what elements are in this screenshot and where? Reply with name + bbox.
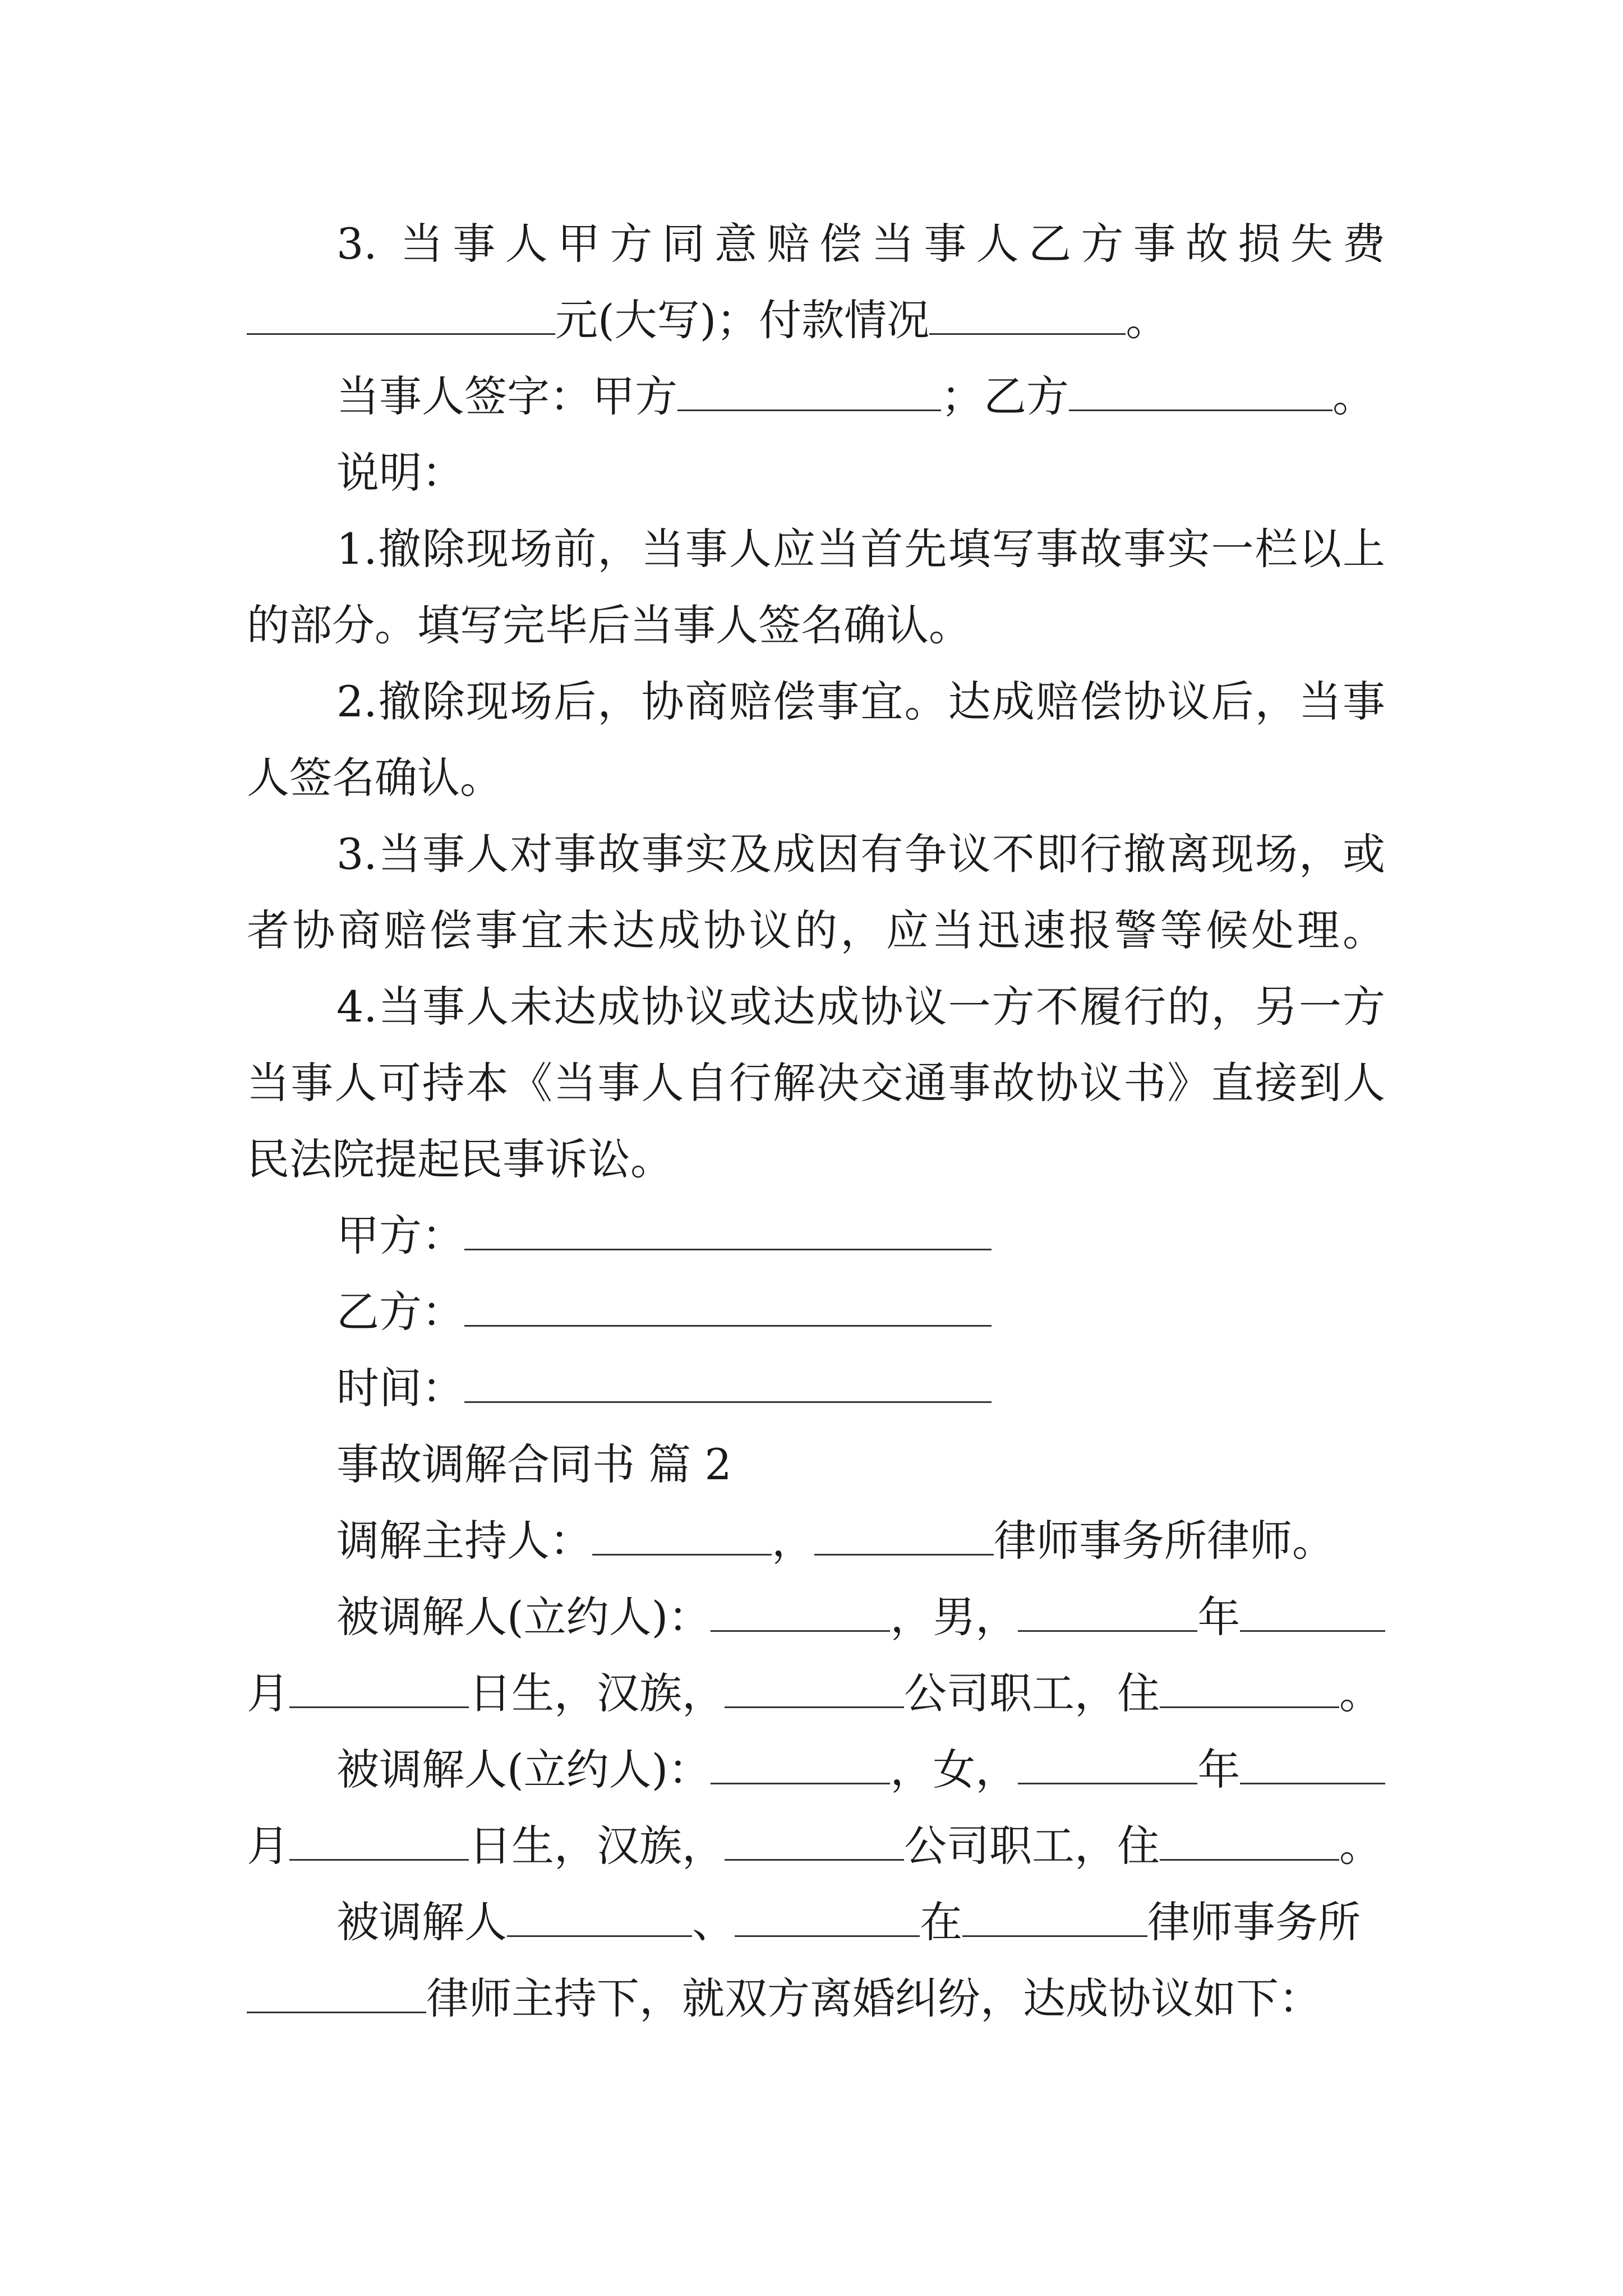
text: ，女， — [890, 1745, 1018, 1795]
text: 3.当事人对事故事实及成因有争议不即行撤离现场，或 — [336, 829, 1385, 879]
text: 。 — [1332, 371, 1375, 421]
blank-party-b[interactable] — [464, 1290, 992, 1327]
note-4-line-1 — [336, 976, 1385, 1038]
note-4-line-3 — [247, 1129, 1385, 1190]
note-3-line-2 — [247, 900, 1385, 961]
blank-firm[interactable] — [962, 1901, 1147, 1937]
text: 被调解人(立约人)： — [336, 1745, 711, 1795]
blank-mediator[interactable] — [592, 1519, 772, 1556]
note-1-line-1 — [336, 518, 1385, 580]
blank-party-x[interactable] — [507, 1901, 692, 1937]
party-1-line-2 — [247, 1663, 1385, 1724]
note-2-line-1 — [336, 671, 1385, 733]
text: 日生，汉族， — [469, 1821, 725, 1871]
text: 年 — [1197, 1745, 1241, 1795]
agreement-line-1 — [336, 1892, 1385, 1953]
text: 。 — [1339, 1821, 1382, 1871]
blank-address-2[interactable] — [1160, 1824, 1339, 1861]
text: 月 — [247, 1668, 289, 1718]
text: 的部分。填写完毕后当事人签名确认。 — [247, 600, 971, 650]
blank-address-1[interactable] — [1160, 1672, 1339, 1708]
party-1-line-1 — [336, 1586, 1385, 1648]
blank-year-2[interactable] — [1018, 1748, 1197, 1784]
text: 1.撤除现场前，当事人应当首先填写事故事实一栏以上 — [336, 524, 1385, 574]
party-b-line — [336, 1281, 1385, 1343]
text: 当事人可持本《当事人自行解决交通事故协议书》直接到人 — [247, 1058, 1385, 1108]
blank-law-firm[interactable] — [814, 1519, 994, 1556]
blank-company-2[interactable] — [725, 1824, 904, 1861]
text: 时间： — [336, 1363, 464, 1413]
blank-party-b-sign[interactable] — [1069, 375, 1332, 411]
blank-day-1[interactable] — [289, 1672, 469, 1708]
clause-3-line-1 — [336, 213, 1385, 275]
text: 律师事务所律师。 — [994, 1516, 1335, 1566]
text: 元(大写)；付款情况 — [555, 295, 930, 345]
text: 被调解人 — [336, 1897, 507, 1947]
text: ， — [772, 1516, 814, 1566]
party-a-line — [336, 1205, 1385, 1267]
blank-year-1[interactable] — [1018, 1595, 1197, 1632]
text: 月 — [247, 1821, 289, 1871]
clause-3-line-2 — [247, 289, 1385, 351]
text: 人签名确认。 — [247, 753, 502, 803]
text: 当事人签字：甲方 — [336, 371, 677, 421]
text: 年 — [1197, 1592, 1241, 1642]
text: ；乙方 — [941, 371, 1069, 421]
party-2-line-2 — [247, 1815, 1385, 1877]
blank-amount[interactable] — [247, 298, 555, 335]
text: 乙方： — [336, 1287, 464, 1337]
text: 被调解人(立约人)： — [336, 1592, 711, 1642]
text: ，男， — [890, 1592, 1018, 1642]
signature-line — [336, 366, 1385, 427]
text: 说明： — [336, 448, 464, 498]
blank-company-1[interactable] — [725, 1672, 904, 1708]
blank-party-a-sign[interactable] — [677, 375, 941, 411]
text: 2.撤除现场后，协商赔偿事宜。达成赔偿协议后，当事 — [336, 677, 1385, 726]
blank-month-2[interactable] — [1240, 1748, 1385, 1784]
text: 日生，汉族， — [469, 1668, 725, 1718]
note-2-line-2 — [247, 747, 1385, 809]
text: 民法院提起民事诉讼。 — [247, 1134, 673, 1184]
mediator-line — [336, 1510, 1385, 1572]
text: 事故调解合同书 篇 2 — [336, 1439, 732, 1489]
blank-lawyer[interactable] — [247, 1977, 426, 2013]
text: 。 — [1126, 295, 1169, 345]
text: 3. 当事人甲方同意赔偿当事人乙方事故损失费 — [336, 219, 1385, 269]
text: 律师事务所 — [1147, 1897, 1361, 1947]
blank-party-a[interactable] — [464, 1214, 992, 1250]
note-3-line-1 — [336, 823, 1385, 885]
blank-date[interactable] — [464, 1366, 992, 1403]
text: 律师主持下，就双方离婚纠纷，达成协议如下： — [426, 1973, 1321, 2023]
section-heading — [336, 1434, 1385, 1496]
text: 、 — [692, 1897, 735, 1947]
blank-name-2[interactable] — [711, 1748, 890, 1784]
text: 4.当事人未达成协议或达成协议一方不履行的，另一方 — [336, 982, 1385, 1032]
blank-payment[interactable] — [929, 298, 1126, 335]
blank-month-1[interactable] — [1240, 1595, 1385, 1632]
text: 甲方： — [336, 1211, 464, 1260]
text: 。 — [1339, 1668, 1382, 1718]
blank-day-2[interactable] — [289, 1824, 469, 1861]
party-2-line-1 — [336, 1739, 1385, 1801]
date-line — [336, 1358, 1385, 1419]
text: 者协商赔偿事宜未达成协议的，应当迅速报警等候处理。 — [247, 905, 1385, 955]
note-4-line-2 — [247, 1052, 1385, 1114]
text: 公司职工，住 — [904, 1668, 1160, 1718]
text: 公司职工，住 — [904, 1821, 1160, 1871]
blank-party-y[interactable] — [735, 1901, 920, 1937]
note-heading — [336, 442, 1385, 504]
agreement-line-2 — [247, 1968, 1385, 2030]
text: 在 — [920, 1897, 962, 1947]
note-1-line-2 — [247, 595, 1385, 656]
blank-name-1[interactable] — [711, 1595, 890, 1632]
text: 调解主持人： — [336, 1516, 592, 1566]
